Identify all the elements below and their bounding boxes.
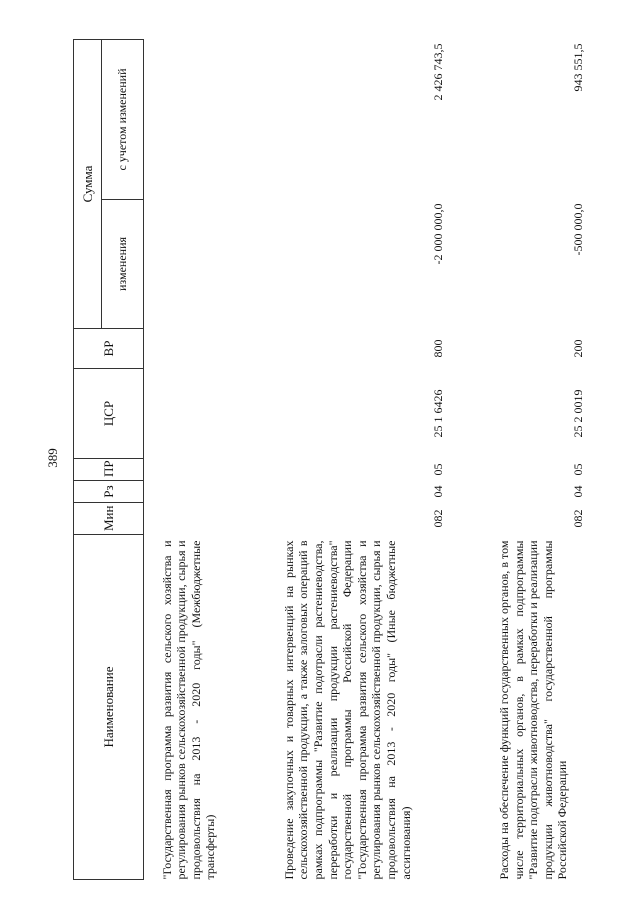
header-with-changes: с учетом изменений (102, 40, 144, 200)
row-changes (144, 200, 232, 329)
row-name: Расходы на обеспечение функций государственных органов, в том числе территориальных органов, в рамках подпрограммы "Развитие подотрасли животноводства, переработки и реализации продукции животноводства" государственной программы Российской Федерации (496, 540, 570, 880)
row-rz: 04 (430, 485, 445, 498)
row-pr (144, 459, 232, 481)
header-pr: ПР (74, 459, 144, 481)
row-min: 082 (430, 509, 445, 528)
header-rz: Рз (74, 481, 144, 503)
row-rz (144, 481, 232, 503)
row-changes: -500 000,0 (570, 203, 585, 256)
row-name: Проведение закупочных и товарных интервенций на рынках сельскохозяйственной продукции, а также залоговых операций в рамках подпрограммы "Развитие подотрасли растениеводства, переработки и реализации продукции растениеводства" государственной программы Российской Федерации "Государственная программа развития сельского хозяйства и регулирования рынков сельскохозяйственной продукции, сырья и продовольствия на 2013 - 2020 годы" (Иные бюджетные ассигнования) (281, 540, 413, 880)
row-name: "Государственная программа развития сельского хозяйства и регулирования рынков сельскохозяйственной продукции, сырья и продовольствия на 2013 - 2020 годы" (Межбюджетные трансферты) (159, 540, 218, 880)
row-csr: 25 2 0019 (570, 389, 585, 438)
rotated-table-container (73, 40, 603, 880)
page-number: 389 (44, 448, 60, 468)
header-min: Мин (74, 503, 144, 535)
table-row (144, 40, 232, 880)
row-csr (144, 369, 232, 459)
budget-table (73, 39, 604, 880)
row-min (144, 503, 232, 535)
row-with-changes: 943 551,5 (570, 43, 585, 92)
row-pr: 05 (570, 463, 585, 476)
table-row (464, 40, 604, 880)
row-min: 082 (570, 509, 585, 528)
header-sum: Сумма (74, 40, 102, 329)
header-changes: изменения (102, 200, 144, 329)
header-row-top (74, 40, 102, 880)
row-vr: 800 (430, 339, 445, 358)
header-csr: ЦСР (74, 369, 144, 459)
row-with-changes (144, 40, 232, 200)
table-row (232, 40, 464, 880)
header-vr: ВР (74, 329, 144, 369)
header-name: Наименование (74, 535, 144, 880)
row-with-changes: 2 426 743,5 (430, 43, 445, 101)
row-rz: 04 (570, 485, 585, 498)
row-vr: 200 (570, 339, 585, 358)
row-pr: 05 (430, 463, 445, 476)
row-vr (144, 329, 232, 369)
row-csr: 25 1 6426 (430, 389, 445, 438)
row-changes: -2 000 000,0 (430, 203, 445, 265)
